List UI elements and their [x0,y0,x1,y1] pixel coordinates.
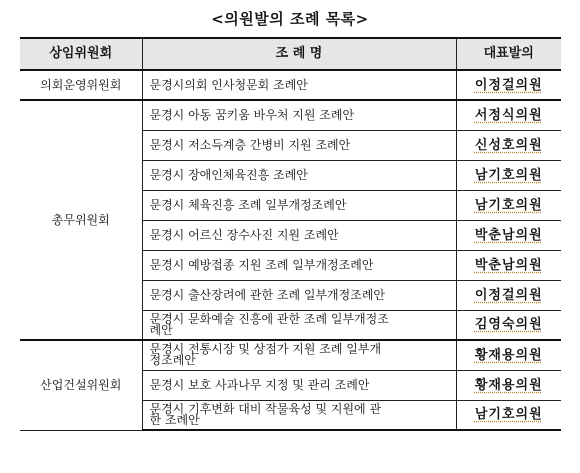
representative-cell [456,160,561,190]
ordinance-title-cell [142,310,456,340]
table-header [20,38,561,70]
representative-name: 이정걸의원 [474,287,543,303]
representative-name: 박춘남의원 [474,227,543,243]
table-row [20,340,561,370]
ordinance-table [20,37,561,431]
representative-name: 남기호의원 [474,407,543,423]
committee-cell: 산업건설위원회 [20,340,142,430]
ordinance-title-cell: 문경시 예방접종 지원 조례 일부개정조례안 [142,250,456,280]
representative-cell [456,400,561,430]
representative-name: 남기호의원 [474,167,543,183]
ordinance-title-line: 한 조례안 [149,412,200,427]
ordinance-title-line: 정조례안 [149,353,196,368]
representative-cell [456,130,561,160]
representative-cell [456,250,561,280]
representative-cell [456,190,561,220]
ordinance-title-line: 례안 [149,322,173,337]
representative-name: 박춘남의원 [474,257,543,273]
ordinance-title-cell: 문경시 체육진흥 조례 일부개정조례안 [142,190,456,220]
ordinance-title-cell [142,400,456,430]
table-body [20,70,561,430]
representative-name: 황재용의원 [474,347,543,363]
ordinance-title-cell: 문경시 장애인체육진흥 조례안 [142,160,456,190]
representative-name: 서정식의원 [474,107,543,123]
ordinance-title-cell: 문경시 어르신 장수사진 지원 조례안 [142,220,456,250]
committee-cell: 총무위원회 [20,100,142,340]
representative-name: 황재용의원 [474,377,543,393]
representative-cell [456,310,561,340]
table-row [20,100,561,130]
ordinance-title-cell [142,340,456,370]
ordinance-title-cell: 문경시 저소득계층 간병비 지원 조례안 [142,130,456,160]
ordinance-title-cell: 문경시 아동 꿈키움 바우처 지원 조례안 [142,100,456,130]
representative-name: 신성호의원 [474,137,543,153]
representative-cell [456,370,561,400]
representative-cell [456,70,561,100]
representative-cell [456,280,561,310]
ordinance-title-line: 문경시 전통시장 및 상점가 지원 조례 일부개 [149,342,382,357]
ordinance-title-line: 문경시 문화예술 진흥에 관한 조례 일부개정조 [149,311,389,326]
ordinance-title-cell: 문경시 출산장려에 관한 조례 일부개정조례안 [142,280,456,310]
table-row [20,70,561,100]
committee-cell: 의회운영위원회 [20,70,142,100]
header-representative: 대표발의 [456,38,561,70]
ordinance-title-cell: 문경시 보호 사과나무 지정 및 관리 조례안 [142,370,456,400]
representative-cell [456,340,561,370]
ordinance-title-line: 문경시 기후변화 대비 작물육성 및 지원에 관 [149,401,382,416]
representative-name: 김영숙의원 [474,317,543,333]
header-committee: 상임위원회 [20,38,142,70]
ordinance-title-cell: 문경시의회 인사청문회 조례안 [142,70,456,100]
representative-cell [456,220,561,250]
representative-cell [456,100,561,130]
header-row [20,38,561,70]
representative-name: 남기호의원 [474,197,543,213]
header-ordinance-name: 조 례 명 [142,38,456,70]
page-title: <의원발의 조례 목록> [211,10,369,28]
representative-name: 이정걸의원 [474,77,543,93]
